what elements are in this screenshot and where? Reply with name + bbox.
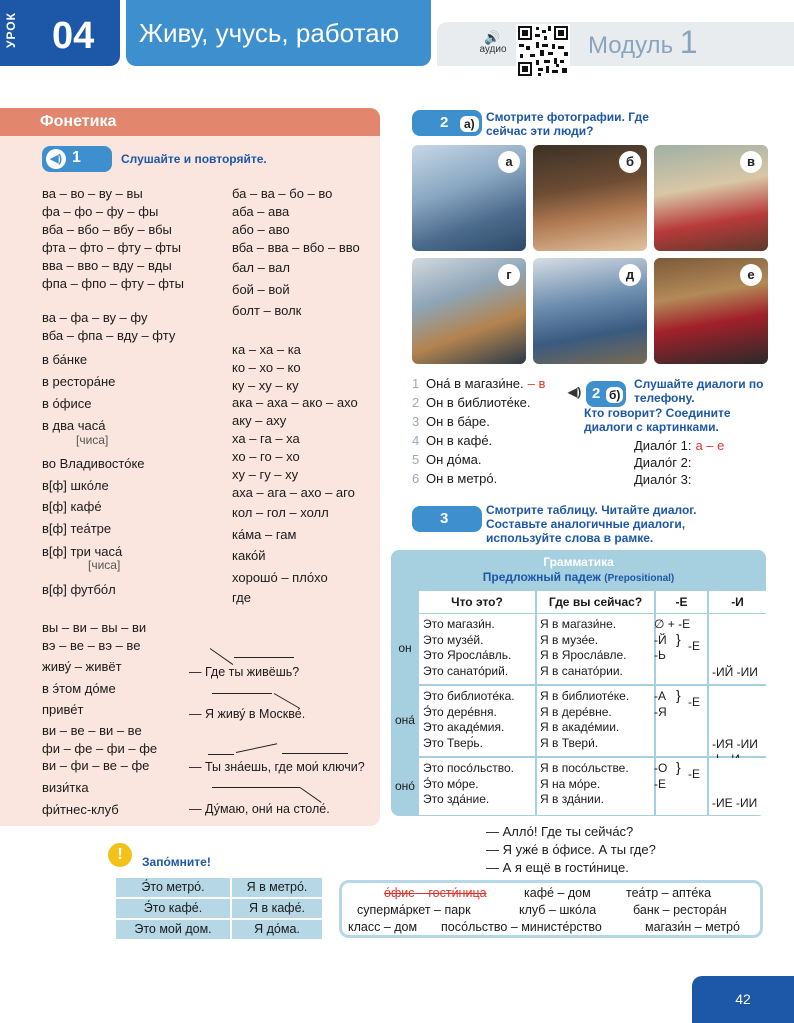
where-cell: Я в Твери́.: [540, 735, 599, 750]
brace-icon: }: [676, 759, 681, 775]
phonetics-item: або – аво: [232, 222, 290, 237]
pronoun: оно́: [395, 778, 415, 793]
intonation-line: [234, 657, 294, 658]
exercise-sub: а): [460, 116, 479, 132]
ending: -Й: [654, 632, 667, 647]
phonetics-item: ва – во – ву – вы: [42, 186, 143, 201]
answer-item: [412, 431, 492, 450]
answer-fill: – в: [527, 376, 546, 391]
where-cell: Я в санато́рии.: [540, 663, 623, 678]
phonetics-item: в два часа́: [42, 418, 106, 433]
phonetics-item: в[ф] шко́ле: [42, 478, 109, 493]
where-cell: Я в магази́не.: [540, 617, 617, 631]
ending-result: -Е: [688, 638, 700, 653]
dialog-fill: а – е: [695, 438, 725, 453]
table-header: [709, 591, 766, 613]
ending: -О: [654, 761, 668, 775]
remember-cell: Я в метро́.: [232, 878, 322, 897]
phonetics-item: ку – ху – ку: [232, 378, 299, 393]
header-text: Где вы сейчас?: [548, 595, 643, 609]
exercise-sub: б): [606, 387, 623, 403]
what-cell: Это библиоте́ка.: [423, 689, 515, 703]
word-pair: класс – дом: [348, 920, 418, 934]
phonetics-item: ка́ма – гам: [232, 527, 297, 542]
exercise-3-badge: [412, 506, 482, 532]
phonetics-item: приве́т: [42, 702, 84, 717]
phonetics-item: фта – фто – фту – фты: [42, 240, 181, 255]
lesson-number: 04: [52, 15, 95, 57]
phonetics-item: кол – гол – холл: [232, 505, 329, 520]
i-ending: -ИЯ -ИИ: [712, 737, 758, 751]
answer-number: 4: [412, 433, 420, 448]
phonetics-item: в о́фисе: [42, 396, 92, 411]
phonetics-item: вы – ви – вы – ви: [42, 620, 147, 635]
remember-cell: Э́то метро́.: [116, 878, 230, 897]
photo: [412, 258, 526, 364]
phonetics-item: како́й: [232, 548, 266, 563]
answer-number: 6: [412, 471, 420, 486]
photo-label: в: [740, 151, 762, 173]
photo-label: г: [498, 264, 520, 286]
photo-label: е: [740, 264, 762, 286]
remember-cell: Я в кафе́.: [232, 899, 322, 918]
phonetics-item: ха – га – ха: [232, 431, 300, 446]
phonetics-item: визи́тка: [42, 780, 89, 795]
remember-cell: Я до́ма.: [232, 920, 322, 939]
what-cell: Это музе́й.: [423, 632, 484, 647]
where-cell: Я в библиоте́ке.: [540, 689, 630, 703]
ending-result: -Е: [688, 695, 700, 709]
phonetics-item: хо – го – хо: [232, 449, 300, 464]
photo: [654, 258, 768, 364]
grammar-subtitle-ru: Предложный падеж: [482, 570, 601, 584]
phonetics-item: вва – вво – вду – вды: [42, 258, 172, 273]
exercise-number: 2: [592, 385, 601, 402]
photo-label: б: [619, 151, 641, 173]
phonetics-item: вба – вва – вбо – вво: [232, 240, 360, 255]
where-cell: Я в акаде́мии.: [540, 720, 620, 734]
ending: -А: [654, 689, 666, 703]
exercise-1-badge[interactable]: [42, 146, 112, 172]
phonetics-item: живу́ – живёт: [42, 659, 122, 674]
exercise-2b-badge: [566, 381, 630, 407]
where-cell: Я в музе́е.: [540, 632, 599, 647]
grammar-title: Грамматика: [543, 555, 614, 569]
module-word: Модуль: [588, 32, 674, 59]
ending: -Е: [654, 776, 666, 791]
word-pair: банк – рестора́н: [633, 903, 727, 917]
brace-icon: }: [676, 630, 681, 647]
ending: -Ь: [654, 648, 666, 662]
photo: [412, 145, 526, 251]
word-pair: клуб – шко́ла: [519, 903, 597, 917]
phonetics-title: Фонетика: [0, 108, 380, 136]
dialog-line: — Алло́! Где ты сейча́с?: [486, 824, 634, 839]
exercise-number: 3: [440, 510, 449, 527]
dialog-label: Диало́г 2:: [634, 455, 692, 470]
where-cell: Я в посо́льстве.: [540, 761, 629, 775]
pronoun: она́: [395, 713, 415, 727]
remember-cell: Это мой дом.: [116, 920, 230, 939]
photo-label: а: [498, 151, 520, 173]
module-number: 1: [679, 24, 698, 60]
exercise-2a-badge: [412, 110, 482, 136]
answer-number: 5: [412, 452, 420, 467]
where-cell: Я в дере́вне.: [540, 704, 612, 719]
phonetics-item: в[ф] три часа́: [42, 544, 123, 559]
answer-item: [412, 469, 497, 488]
exercise-number: 1: [72, 149, 81, 166]
phonetics-item: фи́тнес-клуб: [42, 802, 119, 817]
what-cell: Это зда́ние.: [423, 792, 490, 806]
dialog-label: Диало́г 3:: [634, 472, 692, 487]
dialog-line: — Где ты живёшь?: [189, 665, 300, 679]
ending: -Я: [654, 704, 667, 719]
exercise-3-instruction: Смотрите таблицу. Читайте диалог. Составьте аналогичные диалоги, используйте слова в рамке.: [486, 503, 697, 545]
what-cell: Э́то мо́ре.: [423, 776, 479, 791]
ending-result: -Е: [688, 767, 700, 781]
answer-text: Он до́ма.: [426, 452, 482, 467]
page-title: Живу, учусь, работаю: [126, 0, 431, 66]
word-pair: магази́н – метро́: [645, 920, 740, 934]
answer-item: [412, 374, 545, 393]
dialog-line: — А я ещё в гости́нице.: [486, 860, 629, 875]
what-cell: Это Яросла́вль.: [423, 648, 512, 662]
answer-item: [412, 450, 482, 469]
header-text: -И: [731, 595, 744, 609]
what-cell: Это магази́н.: [423, 617, 495, 631]
brace-icon: }: [676, 687, 681, 703]
phonetics-item: ви – ве – ви – ве: [42, 723, 142, 738]
where-cell: Я на мо́ре.: [540, 776, 601, 791]
exercise-2b-question: Кто говорит? Соедините диалоги с картинками.: [584, 406, 731, 434]
word-pair: кафе́ – дом: [524, 886, 591, 900]
grammar-subtitle: [391, 570, 766, 584]
header-text: Что это?: [451, 595, 503, 609]
answer-text: Он в ба́ре.: [426, 414, 490, 429]
what-cell: Это посо́льство.: [423, 761, 514, 775]
dialog-line: — Ду́маю, они́ на столе́.: [189, 802, 330, 816]
ending: ∅ + -Е: [654, 617, 691, 631]
audio-label: аудио: [479, 44, 507, 55]
phonetics-item: вба – вбо – вбу – вбы: [42, 222, 172, 237]
remember-cell: Э́то кафе́.: [116, 899, 230, 918]
exclamation-icon: !: [108, 843, 132, 867]
exercise-2-instruction: Смотрите фотографии. Где сейчас эти люди?: [486, 110, 649, 138]
where-cell: Я в зда́нии.: [540, 792, 604, 806]
answer-text: Он в кафе́.: [426, 433, 493, 448]
page-number: 42: [692, 976, 794, 1023]
transcription-note: [чиса]: [76, 433, 109, 447]
phonetics-item: в[ф] теа́тре: [42, 521, 112, 536]
intonation-line: [282, 753, 348, 754]
answer-item: [412, 393, 531, 412]
transcription-note: [чиса]: [88, 558, 121, 572]
answer-item: [412, 412, 490, 431]
phonetics-item: вэ – ве – вэ – ве: [42, 638, 141, 653]
word-pair: о́фис – гости́ница: [384, 886, 487, 900]
phonetics-item: во Владивосто́ке: [42, 456, 145, 471]
photo-label: д: [619, 264, 641, 286]
phonetics-item: фа – фо – фу – фы: [42, 204, 159, 219]
audio-icon[interactable]: ◀): [46, 149, 66, 169]
phonetics-item: в рестора́не: [42, 374, 116, 389]
word-pair: посо́льство – министе́рство: [441, 920, 602, 934]
qr-code[interactable]: [516, 24, 570, 78]
dialog-line: — Я уже́ в о́фисе. А ты где?: [486, 842, 656, 857]
intonation-line: [212, 787, 300, 788]
dialog-label: Диало́г 1:: [634, 438, 692, 453]
exercise-1-instruction: Слушайте и повторяйте.: [121, 152, 267, 166]
module-label: [588, 24, 698, 61]
phonetics-item: бой – вой: [232, 282, 290, 297]
phonetics-item: ко – хо – ко: [232, 360, 301, 375]
dialog-line: — Я живу́ в Москве́.: [189, 707, 306, 721]
speaker-icon: 🔊: [484, 30, 501, 45]
phonetics-item: ви – фи – ве – фе: [42, 758, 150, 773]
table-header: [656, 591, 707, 613]
speaker-icon: ◀): [568, 385, 582, 399]
phonetics-item: фи – фе – фи – фе: [42, 741, 158, 756]
what-cell: Это Твер́ь.: [423, 735, 483, 750]
exercise-2b-instruction: Слушайте диалоги по телефону.: [634, 377, 764, 405]
i-ending: -ИЕ -ИИ: [712, 796, 758, 810]
phonetics-item: ака – аха – ако – ахо: [232, 395, 358, 410]
exercise-number: 2: [440, 114, 449, 131]
phonetics-item: в[ф] футбо́л: [42, 582, 116, 597]
grammar-subtitle-en: (Prepositional): [604, 573, 675, 584]
phonetics-item: ху – гу – ху: [232, 467, 299, 482]
where-cell: Я в Яросла́вле.: [540, 648, 627, 662]
dialog-answer: [634, 470, 691, 489]
phonetics-item: аба – ава: [232, 204, 290, 219]
lesson-word: УРОК: [4, 12, 18, 48]
table-header: [537, 591, 654, 613]
word-pair: суперма́ркет – парк: [357, 903, 471, 917]
what-cell: Э́то дере́вня.: [423, 704, 497, 719]
phonetics-item: ба – ва – бо – во: [232, 186, 333, 201]
intonation-line: [208, 754, 234, 755]
phonetics-item: где: [232, 590, 251, 605]
phonetics-item: бал – вал: [232, 260, 290, 275]
header-text: -Е: [675, 595, 688, 609]
what-cell: Это акаде́мия.: [423, 720, 505, 734]
phonetics-item: болт – волк: [232, 303, 302, 318]
lesson-badge: [0, 0, 120, 66]
answer-text: Он в метро́.: [426, 471, 498, 486]
phonetics-item: в[ф] кафе́: [42, 499, 102, 514]
phonetics-item: аку – аху: [232, 413, 287, 428]
answer-text: Она́ в магази́не.: [426, 376, 524, 391]
answer-number: 2: [412, 395, 420, 410]
phonetics-item: ва – фа – ву – фу: [42, 310, 148, 325]
photo: [533, 145, 647, 251]
i-ending: -ИЙ -ИИ: [712, 665, 758, 679]
intonation-line: [212, 693, 272, 694]
photo: [654, 145, 768, 251]
answer-number: 1: [412, 376, 420, 391]
photo: [533, 258, 647, 364]
phonetics-item: фпа – фпо – фту – фты: [42, 276, 185, 291]
answer-text: Он в библиоте́ке.: [426, 395, 531, 410]
pronoun: он: [398, 641, 412, 655]
phonetics-item: вба – фпа – вду – фту: [42, 328, 176, 343]
word-pair: теа́тр – апте́ка: [626, 886, 712, 900]
phonetics-item: хорошо́ – пло́хо: [232, 570, 328, 585]
phonetics-item: в ба́нке: [42, 352, 88, 367]
phonetics-item: ка – ха – ка: [232, 342, 301, 357]
phonetics-item: в э́том до́ме: [42, 681, 116, 696]
phonetics-item: аха – ага – ахо – аго: [232, 485, 355, 500]
table-header: [419, 591, 535, 613]
dialog-line: — Ты зна́ешь, где мои́ ключи?: [189, 760, 365, 774]
what-cell: Это санато́рий.: [423, 663, 509, 678]
answer-number: 3: [412, 414, 420, 429]
remember-label: Запо́мните!: [142, 855, 211, 869]
